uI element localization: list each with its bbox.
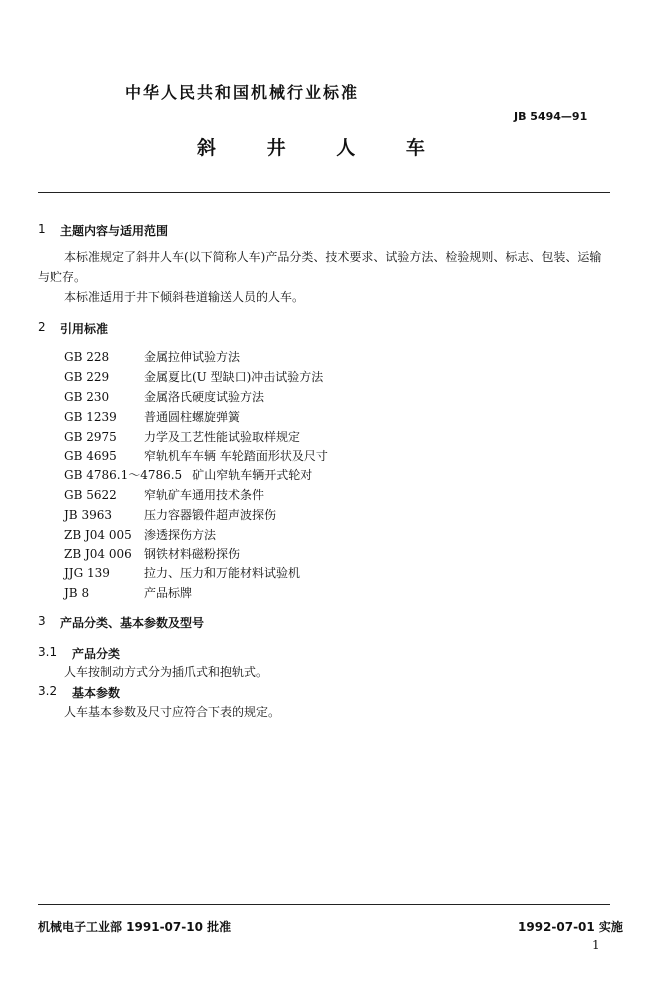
reference-row <box>64 447 328 466</box>
reference-title: 窄轨机车车辆 车轮踏面形状及尺寸 <box>144 449 328 463</box>
reference-title: 金属夏比(U 型缺口)冲击试验方法 <box>144 370 324 384</box>
header-divider <box>38 192 610 193</box>
subsection-3-1-heading: 产品分类 <box>72 647 121 661</box>
section-1-paragraph-1-line-1: 本标准规定了斜井人车(以下简称人车)产品分类、技术要求、试验方法、检验规则、标志、包装、运输 <box>64 250 602 264</box>
reference-code: JJG 139 <box>64 566 110 580</box>
section-1-paragraph-2: 本标准适用于井下倾斜巷道输送人员的人车。 <box>64 290 305 304</box>
reference-row <box>64 466 312 485</box>
reference-code: ZB J04 006 <box>64 547 132 561</box>
reference-code: GB 230 <box>64 390 110 404</box>
reference-code: GB 1239 <box>64 410 117 424</box>
reference-code: GB 228 <box>64 350 110 364</box>
section-2-heading: 引用标准 <box>60 322 109 336</box>
reference-row <box>64 368 323 387</box>
reference-code: ZB J04 005 <box>64 528 132 542</box>
section-3-heading: 产品分类、基本参数及型号 <box>60 616 205 630</box>
reference-title: 金属洛氏硬度试验方法 <box>144 390 265 404</box>
reference-row <box>64 428 300 447</box>
issuing-authority-title: 中华人民共和国机械行业标准 <box>125 83 360 102</box>
reference-row <box>64 526 216 545</box>
document-title: 斜 井 人 车 <box>197 137 447 159</box>
reference-title: 拉力、压力和万能材料试验机 <box>144 566 301 580</box>
reference-title: 窄轨矿车通用技术条件 <box>144 488 265 502</box>
subsection-3-2-number: 3.2 <box>38 684 58 698</box>
reference-row <box>64 486 264 505</box>
reference-code: GB 2975 <box>64 430 117 444</box>
section-2-number: 2 <box>38 320 46 334</box>
section-1-paragraph-1-line-2: 与贮存。 <box>38 270 87 284</box>
section-3-number: 3 <box>38 614 46 628</box>
standard-code: JB 5494—91 <box>514 110 588 123</box>
page-number: 1 <box>592 938 600 952</box>
reference-code: GB 4786.1～4786.5 <box>64 468 183 482</box>
reference-title: 金属拉伸试验方法 <box>144 350 241 364</box>
reference-title: 矿山窄轨车辆开式轮对 <box>192 468 313 482</box>
reference-title: 普通圆柱螺旋弹簧 <box>144 410 241 424</box>
footer-divider <box>38 904 610 905</box>
reference-row <box>64 408 240 427</box>
reference-title: 产品标牌 <box>144 586 193 600</box>
reference-title: 渗透探伤方法 <box>144 528 217 542</box>
subsection-3-1-text: 人车按制动方式分为插爪式和抱轨式。 <box>64 665 269 679</box>
reference-title: 钢铁材料磁粉探伤 <box>144 547 241 561</box>
reference-title: 压力容器锻件超声波探伤 <box>144 508 277 522</box>
reference-row <box>64 388 264 407</box>
reference-code: GB 229 <box>64 370 110 384</box>
reference-title: 力学及工艺性能试验取样规定 <box>144 430 301 444</box>
reference-row <box>64 564 300 583</box>
reference-row <box>64 506 276 525</box>
reference-code: JB 8 <box>64 586 90 600</box>
subsection-3-2-text: 人车基本参数及尺寸应符合下表的规定。 <box>64 705 281 719</box>
section-1-number: 1 <box>38 222 46 236</box>
reference-row <box>64 545 240 564</box>
approval-line: 机械电子工业部 1991-07-10 批准 <box>38 920 232 934</box>
reference-code: GB 5622 <box>64 488 117 502</box>
reference-row <box>64 348 240 367</box>
effective-date: 1992-07-01 实施 <box>518 920 623 934</box>
subsection-3-2-heading: 基本参数 <box>72 686 121 700</box>
reference-row <box>64 584 192 603</box>
section-1-heading: 主题内容与适用范围 <box>60 224 169 238</box>
reference-code: JB 3963 <box>64 508 112 522</box>
subsection-3-1-number: 3.1 <box>38 645 58 659</box>
reference-code: GB 4695 <box>64 449 117 463</box>
